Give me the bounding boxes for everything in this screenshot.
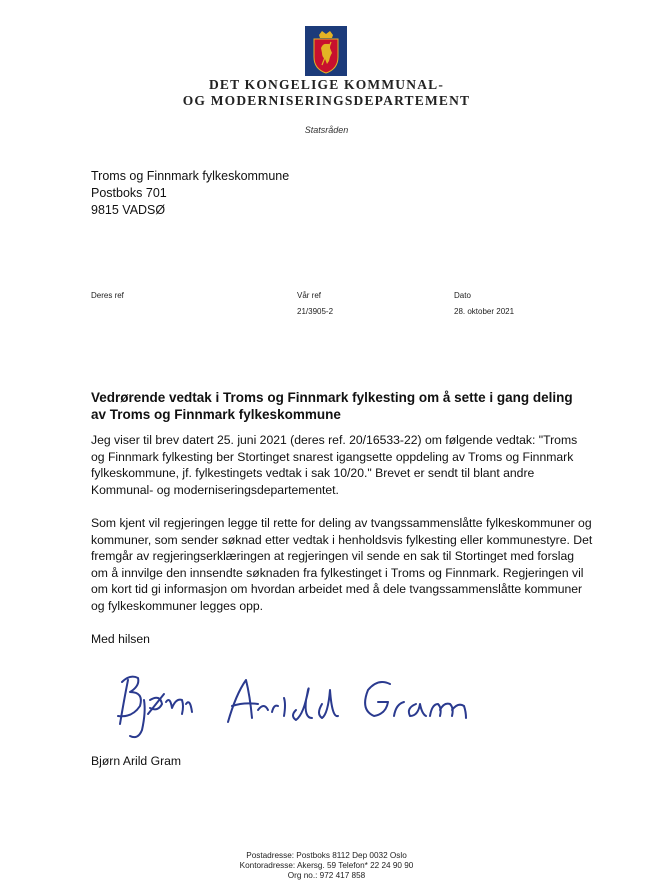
footer-office-address: Kontoradresse: Akersg. 59 Telefon* 22 24 90 90 xyxy=(239,861,414,870)
recipient-postbox: Postboks 701 xyxy=(91,186,167,200)
department-name-line1: DET KONGELIGE KOMMUNAL- xyxy=(208,77,445,92)
letter-heading: Vedrørende vedtak i Troms og Finnmark fylkesting om å sette i gang deling av Troms og Finnmark fylkeskommune xyxy=(91,390,573,422)
paragraph-line: kommuner, som sender søknad etter vedtak i henholdsvis fylkesting eller kommunestyre. Det xyxy=(91,532,593,547)
their-ref-label: Deres ref xyxy=(91,291,124,300)
paragraph-line: og fylkeskommuner legges opp. xyxy=(91,598,264,613)
paragraph-1 xyxy=(91,432,611,498)
our-ref-value: 21/3905-2 xyxy=(297,307,334,316)
recipient-postcode-city: 9815 VADSØ xyxy=(91,203,166,217)
date-value: 28. oktober 2021 xyxy=(454,307,515,316)
paragraph-2 xyxy=(91,515,611,615)
date-label: Dato xyxy=(454,291,471,300)
paragraph-line: fylkeskommune, jf. fylkestingets vedtak i sak 10/20." Brevet er sendt til blant andre xyxy=(91,466,535,481)
paragraph-line: fremgår av regjeringserklæringen at regjeringen vil sende en sak til Stortinget med forslag xyxy=(91,549,575,564)
paragraph-line: om kort tid gi informasjon om hvordan arbeidet med å dele tvangssammenslåtte kommuner xyxy=(91,582,583,597)
our-ref-label: Vår ref xyxy=(297,291,322,300)
paragraph-line: og Finnmark fylkesting ber Stortinget snarest igangsette oppdeling av Troms og Finnmark xyxy=(91,449,574,464)
signer-name: Bjørn Arild Gram xyxy=(91,754,182,768)
paragraph-line: om å innvilge den innsendte søknaden fra fylkestinget i Troms og Finnmark. Regjeringen vil xyxy=(91,565,584,580)
department-name-line2: OG MODERNISERINGSDEPARTEMENT xyxy=(182,93,471,108)
paragraph-line: Som kjent vil regjeringen legge til rette for deling av tvangssammenslåtte fylkeskommuner og xyxy=(91,516,592,530)
paragraph-line: Kommunal- og moderniseringsdepartementet. xyxy=(91,482,339,497)
paragraph-line: Jeg viser til brev datert 25. juni 2021 (deres ref. 20/16533-22) om følgende vedtak: "Troms xyxy=(91,433,578,447)
coat-of-arms-logo xyxy=(305,26,347,76)
recipient-name: Troms og Finnmark fylkeskommune xyxy=(91,169,290,183)
handwritten-signature xyxy=(100,660,480,750)
closing-greeting: Med hilsen xyxy=(91,632,150,646)
footer-org-number: Org no.: 972 417 858 xyxy=(287,871,366,880)
footer-postal-address: Postadresse: Postboks 8112 Dep 0032 Oslo xyxy=(246,851,407,860)
sender-role: Statsråden xyxy=(304,125,349,135)
